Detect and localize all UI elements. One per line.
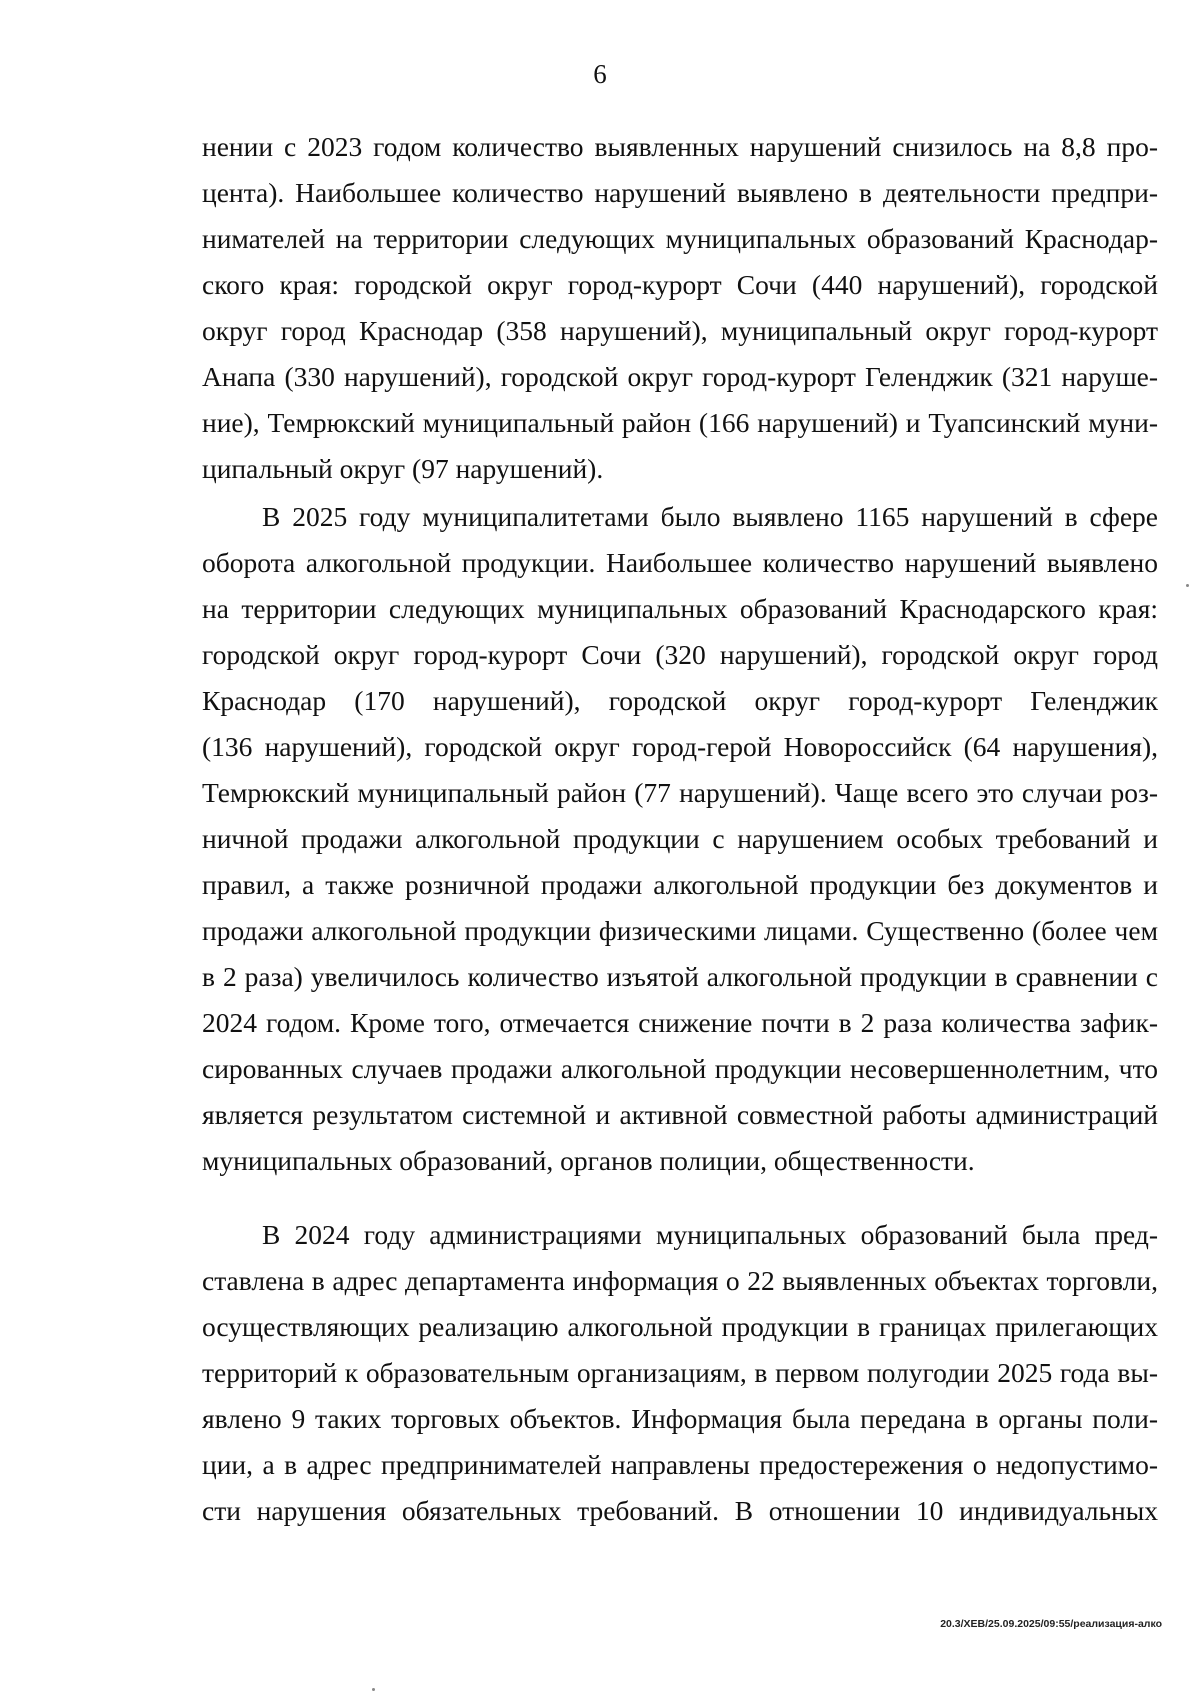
- text-line: сти нарушения обязательных требований. В отношении 10 индивидуальных: [202, 1495, 1158, 1526]
- text-line: на территории следующих муниципальных образований Краснодарского края:: [202, 593, 1158, 624]
- text-line: 2024 годом. Кроме того, отмечается снижение почти в 2 раза количества зафик-: [202, 1007, 1158, 1038]
- text-line: территорий к образовательным организациям, в первом полугодии 2025 года вы-: [202, 1357, 1158, 1388]
- paragraph-first-line: В 2025 году муниципалитетами было выявлено 1165 нарушений в сфере: [262, 501, 1158, 532]
- text-line: продажи алкогольной продукции физическими лицами. Существенно (более чем: [202, 915, 1158, 946]
- text-line: ние), Темрюкский муниципальный район (166 нарушений) и Туапсинский муни-: [202, 407, 1158, 438]
- text-line: является результатом системной и активной совместной работы администраций: [202, 1099, 1158, 1130]
- text-line: сированных случаев продажи алкогольной продукции несовершеннолетним, что: [202, 1053, 1158, 1084]
- text-line: ции, а в адрес предпринимателей направлены предостережения о недопустимо-: [202, 1449, 1158, 1480]
- text-line: муниципальных образований, органов полиции, общественности.: [202, 1145, 975, 1176]
- text-line: цента). Наибольшее количество нарушений выявлено в деятельности предпри-: [202, 177, 1158, 208]
- text-line: Краснодар (170 нарушений), городской округ город-курорт Геленджик: [202, 685, 1158, 716]
- page-number: 6: [593, 59, 607, 89]
- scan-speck: [1186, 584, 1189, 587]
- paragraph-first-line: В 2024 году администрациями муниципальных образований была пред-: [262, 1219, 1158, 1250]
- text-line: ципальный округ (97 нарушений).: [202, 453, 604, 484]
- text-line: явлено 9 таких торговых объектов. Информация была передана в органы поли-: [202, 1403, 1158, 1434]
- text-line: правил, а также розничной продажи алкогольной продукции без документов и: [202, 869, 1158, 900]
- text-line: оборота алкогольной продукции. Наибольшее количество нарушений выявлено: [202, 547, 1158, 578]
- text-line: городской округ город-курорт Сочи (320 нарушений), городской округ город: [202, 639, 1158, 670]
- text-line: в 2 раза) увеличилось количество изъятой алкогольной продукции в сравнении с: [202, 961, 1158, 992]
- text-line: осуществляющих реализацию алкогольной продукции в границах прилегающих: [202, 1311, 1158, 1342]
- scan-speck: [372, 1688, 375, 1691]
- text-line: ничной продажи алкогольной продукции с нарушением особых требований и: [202, 823, 1158, 854]
- text-line: Анапа (330 нарушений), городской округ город-курорт Геленджик (321 наруше-: [202, 361, 1158, 392]
- footer-registration-stamp: 20.3/ХЕВ/25.09.2025/09:55/реализация-алко: [940, 1618, 1162, 1630]
- text-line: нении с 2023 годом количество выявленных нарушений снизилось на 8,8 про-: [202, 131, 1158, 162]
- text-line: Темрюкский муниципальный район (77 нарушений). Чаще всего это случаи роз-: [202, 777, 1158, 808]
- text-line: нимателей на территории следующих муниципальных образований Краснодар-: [202, 223, 1158, 254]
- text-line: (136 нарушений), городской округ город-герой Новороссийск (64 нарушения),: [202, 731, 1158, 762]
- text-line: округ город Краснодар (358 нарушений), муниципальный округ город-курорт: [202, 315, 1158, 346]
- text-line: ского края: городской округ город-курорт Сочи (440 нарушений), городской: [202, 269, 1158, 300]
- text-line: ставлена в адрес департамента информация о 22 выявленных объектах торговли,: [202, 1265, 1158, 1296]
